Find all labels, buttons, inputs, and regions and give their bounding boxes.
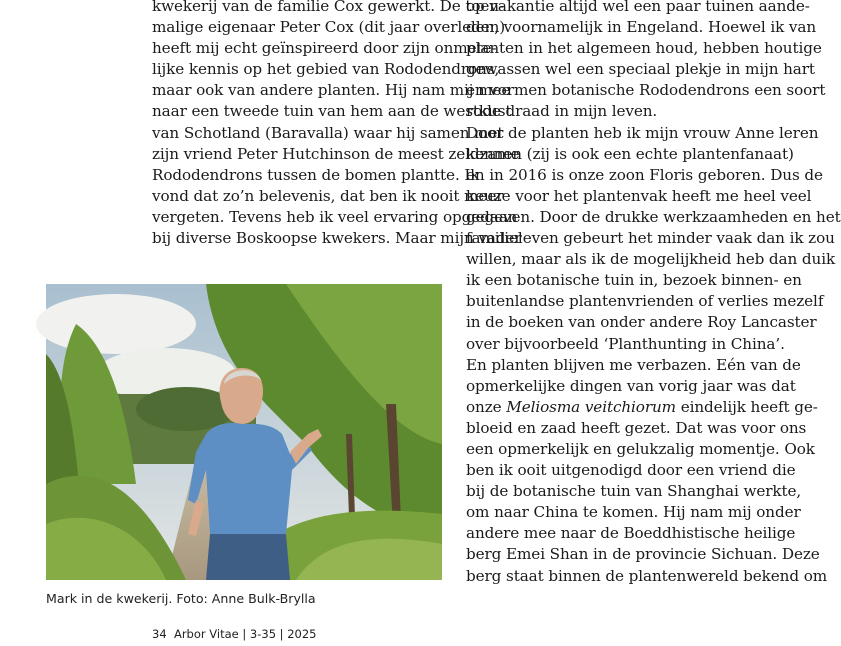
text-line: opmerkelijke dingen van vorig jaar was dat xyxy=(466,376,796,395)
text-line: een opmerkelijk en gelukzalig momentje. Ook xyxy=(466,439,815,458)
magazine-name: Arbor Vitae xyxy=(173,627,239,641)
text-line: maar ook van andere planten. Hij nam mij mee xyxy=(152,81,511,100)
text-line: berg staat binnen de plantenwereld bekend om xyxy=(466,566,828,585)
page-number: 34 xyxy=(152,627,167,641)
text-fragment: eindelijk heeft ge- xyxy=(676,397,818,416)
text-line: bij diverse Boskoopse kwekers. Maar mijn vader xyxy=(152,229,522,248)
text-line: keuze voor het plantenvak heeft me heel veel xyxy=(466,186,812,205)
text-line: Rododendrons tussen de bomen plantte. Ik xyxy=(152,165,480,184)
text-line: bij de botanische tuin van Shanghai werkte, xyxy=(466,482,802,501)
text-line: vond dat zo’n belevenis, dat ben ik nooit meer xyxy=(152,186,504,205)
right-column-paragraphs xyxy=(466,0,841,397)
footer-separator: | xyxy=(242,627,247,641)
text-line: kwekerij van de familie Cox gewerkt. De toen- xyxy=(152,0,504,15)
text-line: en in 2016 is onze zoon Floris geboren. Dus de xyxy=(466,165,823,184)
right-column xyxy=(466,0,841,587)
text-fragment: onze xyxy=(466,397,507,416)
text-line: planten in het algemeen houd, hebben houtige xyxy=(466,39,822,58)
text-line: lijke kennis op het gebied van Rododendrons, xyxy=(152,60,500,79)
text-line: willen, maar als ik de mogelijkheid heb dan duik xyxy=(466,250,836,269)
left-column xyxy=(152,0,522,249)
text-line: buitenlandse plantenvrienden of verlies mezelf xyxy=(466,292,824,311)
plant-name-italic: Meliosma veitchiorum xyxy=(506,397,676,416)
footer-separator: | xyxy=(279,627,284,641)
right-column-continuation xyxy=(466,418,828,587)
text-line: in de boeken van onder andere Roy Lancaster xyxy=(466,313,817,332)
text-line: naar een tweede tuin van hem aan de westkust xyxy=(152,102,512,121)
photo-illustration xyxy=(46,284,442,580)
text-line: heeft mij echt geïnspireerd door zijn onmete- xyxy=(152,39,497,58)
text-line: Door de planten heb ik mijn vrouw Anne leren xyxy=(466,123,819,142)
article-photo xyxy=(46,284,442,580)
text-line: malige eigenaar Peter Cox (dit jaar overleden) xyxy=(152,18,506,37)
text-line: den, voornamelijk in Engeland. Hoewel ik van xyxy=(466,18,817,37)
text-line: andere mee naar de Boeddhistische heilige xyxy=(466,524,796,543)
text-line: op vakantie altijd wel een paar tuinen aande- xyxy=(466,0,810,15)
text-line: familieleven gebeurt het minder vaak dan ik zou xyxy=(466,229,835,248)
issue-number: 3-35 xyxy=(249,627,277,641)
text-line: en vormen botanische Rododendrons een soort xyxy=(466,81,826,100)
text-line: kennen (zij is ook een echte plantenfanaat) xyxy=(466,144,794,163)
photo-caption: Mark in de kwekerij. Foto: Anne Bulk-Brylla xyxy=(46,591,316,606)
text-line: om naar China te komen. Hij nam mij onder xyxy=(466,503,801,522)
text-line: ik een botanische tuin in, bezoek binnen- en xyxy=(466,271,802,290)
text-line: berg Emei Shan in de provincie Sichuan. Deze xyxy=(466,545,820,564)
text-line: En planten blijven me verbazen. Eén van de xyxy=(466,355,801,374)
text-line: vergeten. Tevens heb ik veel ervaring opgedaan xyxy=(152,207,518,226)
issue-year: 2025 xyxy=(287,627,317,641)
text-line: zijn vriend Peter Hutchinson de meest zeldzame xyxy=(152,144,520,163)
text-line: gewassen wel een speciaal plekje in mijn hart xyxy=(466,60,815,79)
page-footer xyxy=(152,627,316,641)
text-line-italic xyxy=(466,397,818,418)
text-line: gegeven. Door de drukke werkzaamheden en het xyxy=(466,207,841,226)
text-line: rode draad in mijn leven. xyxy=(466,102,658,121)
text-line: over bijvoorbeeld ‘Planthunting in China’. xyxy=(466,334,785,353)
text-line: van Schotland (Baravalla) waar hij samen met xyxy=(152,123,504,142)
text-line: bloeid en zaad heeft gezet. Dat was voor ons xyxy=(466,418,807,437)
text-line: ben ik ooit uitgenodigd door een vriend die xyxy=(466,461,796,480)
